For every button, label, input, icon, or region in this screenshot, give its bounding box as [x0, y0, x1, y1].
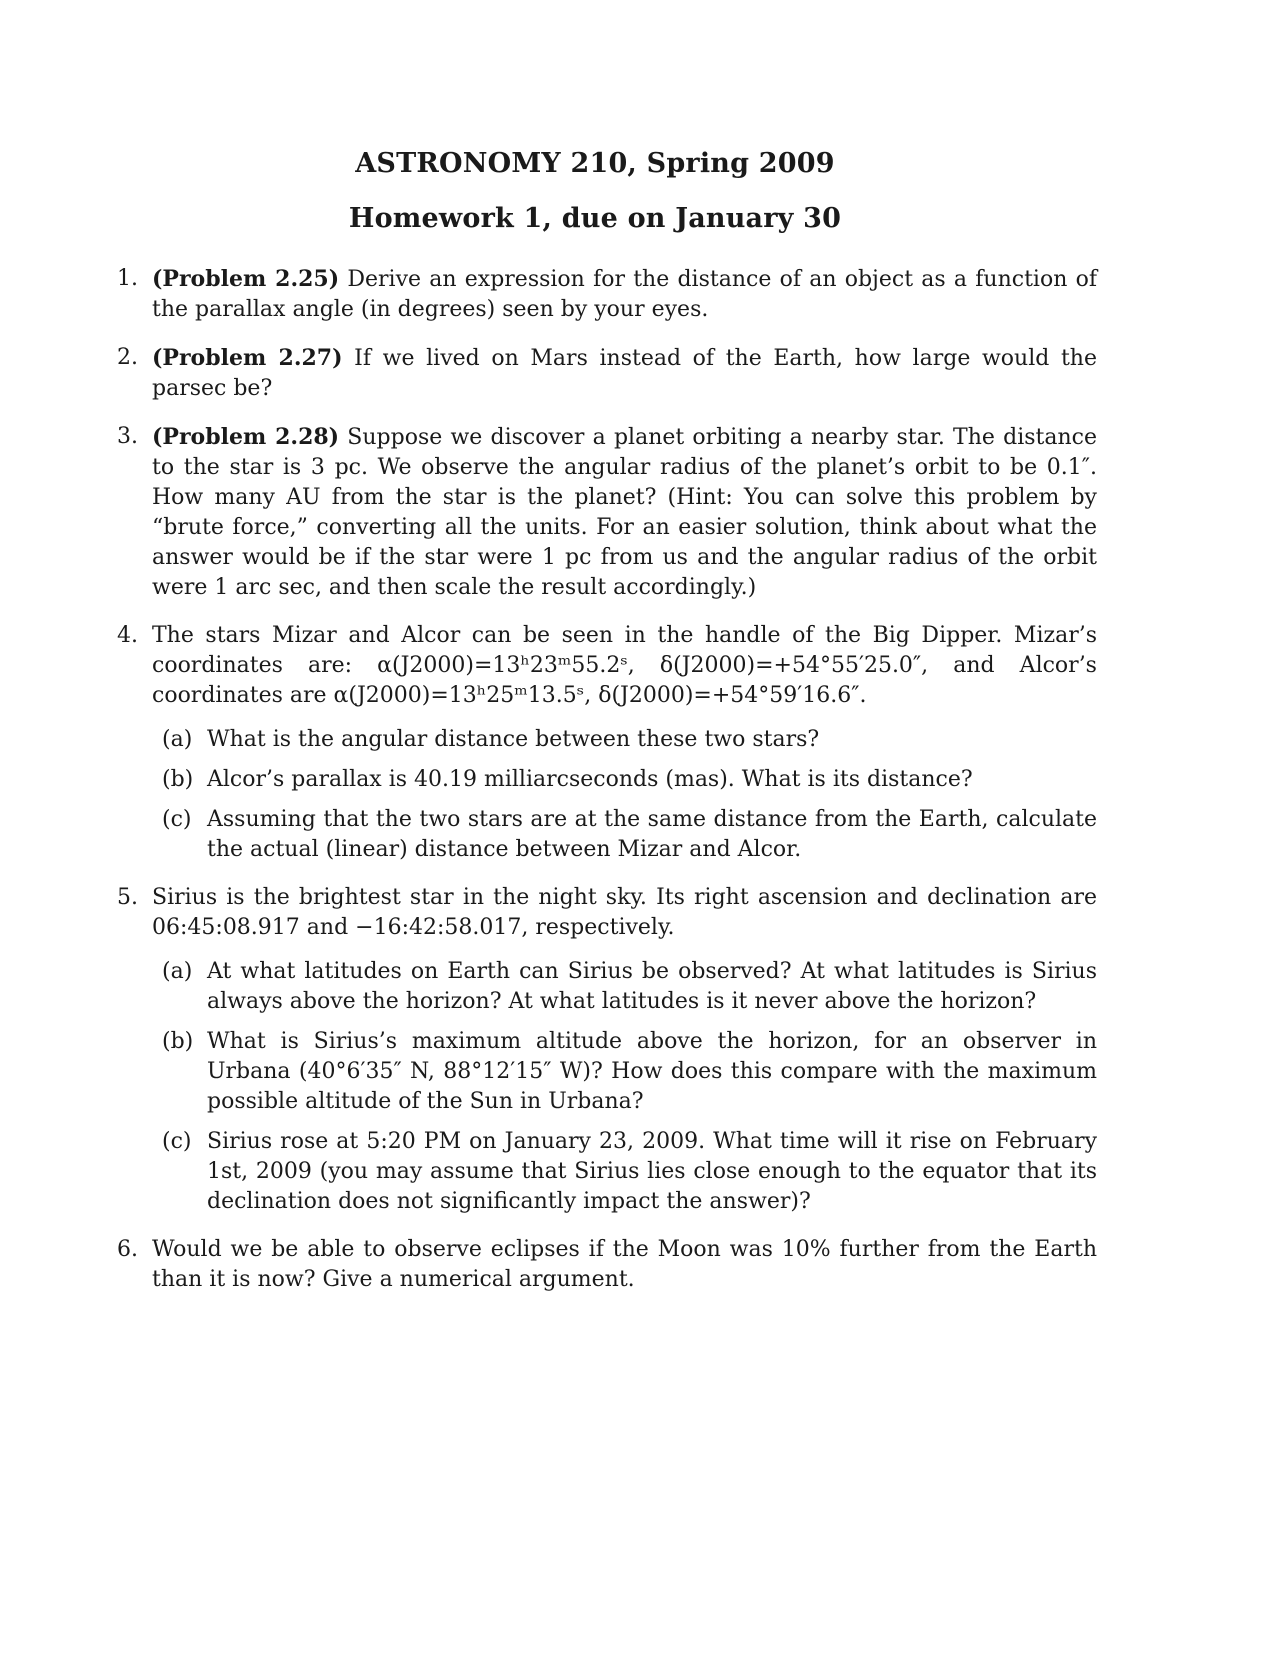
alcor-intro: and Alcor’s coordinates are [152, 653, 1097, 708]
subpart-text: What is Sirius’s maximum altitude above the horizon, for an observer in Urbana (40°6′35″ N, 88°12′15″ W)? How does this compare with the maximum possible altitude of the Sun in Urbana? [207, 1029, 1097, 1114]
problem-label: (Problem 2.28) [152, 424, 340, 450]
problem-number: 1. [117, 266, 138, 291]
subpart-label: (b) [162, 767, 194, 792]
assignment-title: Homework 1, due on January 30 [348, 203, 842, 234]
subpart-a [162, 725, 1097, 755]
problem-1 [117, 264, 1097, 325]
subpart-text: At what latitudes on Earth can Sirius be observed? At what latitudes is Sirius always above the horizon? At what latitudes is it never above the horizon? [207, 959, 1097, 1014]
problem-number: 3. [117, 424, 138, 449]
problem-text: Derive an expression for the distance of an object as a function of the parallax angle (in degrees) seen by your eyes. [152, 267, 1097, 322]
subpart-b [162, 765, 1097, 795]
problem-label: (Problem 2.25) [152, 266, 340, 292]
problem-number: 5. [117, 885, 138, 910]
subpart-text: Assuming that the two stars are at the same distance from the Earth, calculate the actual (linear) distance between Mizar and Alcor. [207, 807, 1097, 862]
subpart-label: (b) [162, 1029, 194, 1054]
problem-6 [117, 1235, 1097, 1295]
problem-text: Suppose we discover a planet orbiting a nearby star. The distance to the star is 3 pc. We observe the angular radius of the planet’s orbit to be 0.1″. How many AU from the star is the planet? (Hint: You can solve this problem by “brute force,” converting all the units. For an easier solution, think about what the answer would be if the star were 1 pc from us and the angular radius of the orbit were 1 arc sec, and then scale the result accordingly.) [152, 425, 1097, 600]
subpart-c [162, 1127, 1097, 1217]
problem-3 [117, 422, 1097, 603]
subpart-a [162, 957, 1097, 1017]
alcor-ra: α(J2000)=13ʰ25ᵐ13.5ˢ [333, 683, 585, 708]
course-title: ASTRONOMY 210, Spring 2009 [355, 148, 835, 179]
problem-2 [117, 343, 1097, 404]
problem-list [117, 264, 1097, 1313]
problem-5 [117, 883, 1097, 1217]
problem-intro: The stars Mizar and Alcor can be seen in the handle of the Big Dipper. Mizar’s coordinates are: [152, 623, 1097, 678]
problem-text: Sirius is the brightest star in the night sky. Its right ascension and declination are 06:45:08.917 and −16:42:58.017, respectively. [152, 885, 1097, 940]
subpart-text: Sirius rose at 5:20 PM on January 23, 2009. What time will it rise on February 1st, 2009 (you may assume that Sirius lies close enough to the equator that its declination does not significantly impact the answer)? [207, 1129, 1097, 1214]
subpart-label: (c) [162, 807, 192, 832]
subparts [162, 957, 1097, 1217]
subpart-text: What is the angular distance between these two stars? [207, 727, 820, 752]
subparts [162, 725, 1097, 865]
subpart-label: (a) [162, 727, 193, 752]
problem-4: 4. The stars Mizar and Alcor can be seen in the handle of the Big Dipper. Mizar’s coordinates are: α(J2000)=13ʰ23ᵐ55.2ˢ, δ(J2000)=+54°55′25.0″, and Alcor’s coordinates are α(J2000)=13ʰ25ᵐ13.5ˢ, δ(J2000)=+54°59′16.6″. (a) What is the angular distance between these two stars? (b) Alcor’s parallax is 40.19 milliarcseconds (mas). What is its distance? (c) Assuming that the two stars are at the same distance from the Earth, calculate the actual (linear) distance between Mizar and Alcor. [117, 621, 1097, 865]
problem-text: Would we be able to observe eclipses if the Moon was 10% further from the Earth than it is now? Give a numerical argument. [152, 1237, 1097, 1292]
problem-number: 4. [117, 623, 138, 648]
alcor-dec: δ(J2000)=+54°59′16.6″. [598, 683, 867, 708]
mizar-dec: δ(J2000)=+54°55′25.0″ [659, 653, 922, 678]
problem-label: (Problem 2.27) [152, 345, 343, 371]
problem-number: 2. [117, 345, 138, 370]
subpart-text: Alcor’s parallax is 40.19 milliarcseconds (mas). What is its distance? [207, 767, 973, 792]
subpart-label: (c) [162, 1129, 192, 1154]
mizar-ra: α(J2000)=13ʰ23ᵐ55.2ˢ [377, 653, 628, 678]
subpart-b [162, 1027, 1097, 1117]
problem-number: 6. [117, 1237, 138, 1262]
subpart-c [162, 805, 1097, 865]
problem-text: If we lived on Mars instead of the Earth, how large would the parsec be? [152, 346, 1097, 401]
subpart-label: (a) [162, 959, 193, 984]
